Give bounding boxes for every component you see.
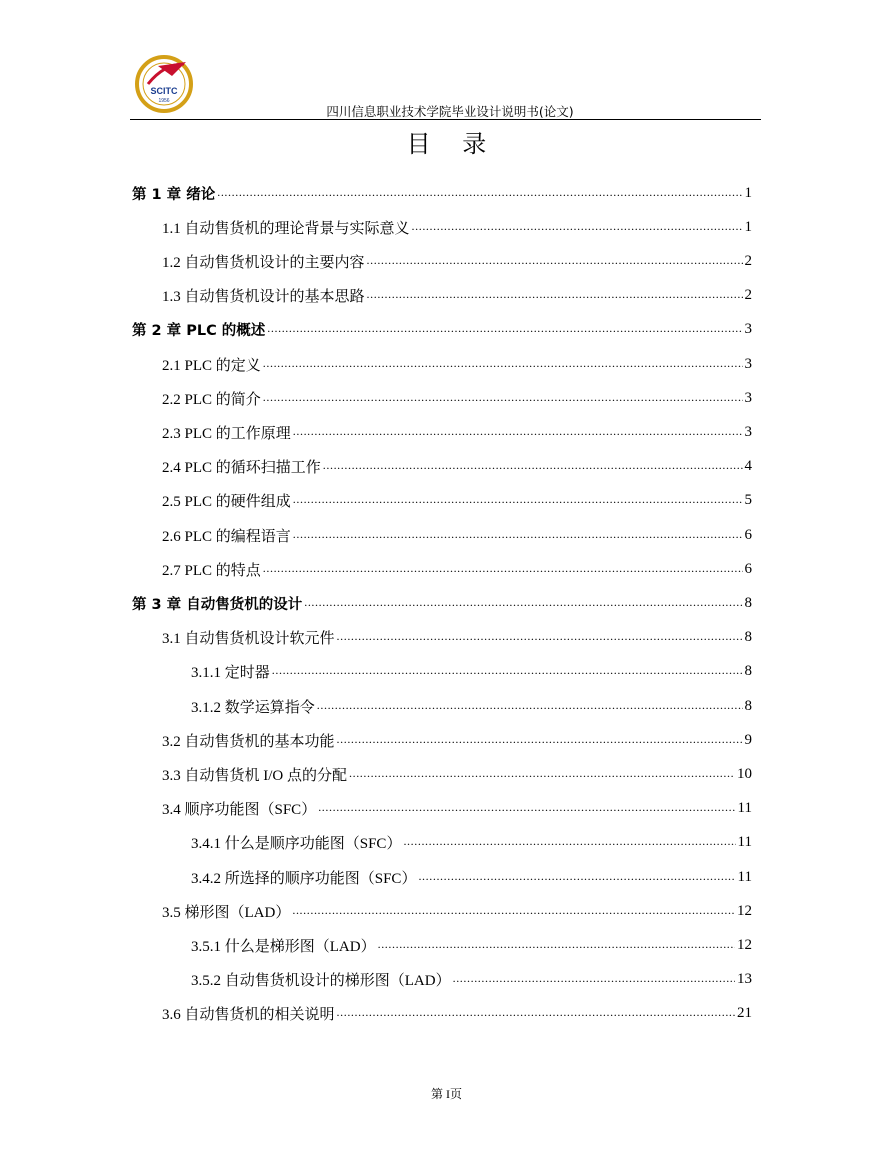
toc-entry[interactable] — [162, 997, 752, 1031]
svg-text:1956: 1956 — [158, 98, 170, 104]
toc-entry[interactable] — [162, 757, 752, 791]
toc-entry-page: 8 — [744, 663, 752, 680]
toc-entry-label: 3.4 顺序功能图（SFC） — [162, 802, 317, 819]
toc-entry-label: 1.2 自动售货机设计的主要内容 — [162, 254, 365, 271]
toc-dot-leader — [323, 459, 743, 474]
toc-dot-leader — [263, 391, 743, 406]
toc-entry-page: 11 — [737, 800, 752, 817]
toc-entry[interactable] — [162, 450, 752, 484]
toc-dot-leader — [263, 357, 743, 372]
toc-dot-leader — [317, 699, 743, 714]
toc-entry-label: 2.6 PLC 的编程语言 — [162, 528, 291, 545]
toc-entry[interactable] — [162, 723, 752, 757]
toc-entry-label: 2.2 PLC 的简介 — [162, 391, 261, 408]
toc-entry-label: 3.6 自动售货机的相关说明 — [162, 1007, 335, 1024]
toc-entry[interactable] — [162, 518, 752, 552]
toc-dot-leader — [337, 630, 743, 645]
toc-entry-page: 2 — [744, 287, 752, 304]
toc-entry-label: 3.1.2 数学运算指令 — [191, 699, 315, 716]
toc-dot-leader — [217, 186, 742, 201]
page-number-footer: 第 I页 — [431, 1087, 462, 1101]
toc-entry[interactable] — [162, 210, 752, 244]
toc-dot-leader — [378, 938, 735, 953]
toc-entry[interactable] — [132, 176, 752, 210]
toc-entry[interactable] — [162, 621, 752, 655]
toc-dot-leader — [367, 288, 743, 303]
toc-entry-label: 3.5.2 自动售货机设计的梯形图（LAD） — [191, 973, 451, 990]
toc-entry-page: 1 — [744, 218, 752, 235]
toc-dot-leader — [453, 972, 735, 987]
toc-dot-leader — [293, 528, 743, 543]
toc-entry-label: 2.4 PLC 的循环扫描工作 — [162, 460, 321, 477]
toc-entry-page: 3 — [744, 423, 752, 440]
header-divider — [130, 119, 761, 120]
toc-entry[interactable] — [162, 279, 752, 313]
toc-dot-leader — [412, 220, 743, 235]
toc-dot-leader — [293, 493, 743, 508]
toc-entry-page: 3 — [744, 321, 752, 338]
toc-dot-leader — [267, 322, 742, 337]
toc-entry-label: 3.1.1 定时器 — [191, 665, 270, 682]
toc-entry-page: 10 — [737, 765, 752, 782]
toc-entry-page: 21 — [737, 1005, 752, 1022]
header-title: 四川信息职业技术学院毕业设计说明书(论文) — [326, 104, 574, 119]
toc-entry[interactable] — [132, 586, 752, 620]
toc-entry-label: 第 2 章 PLC 的概述 — [132, 323, 266, 340]
toc-dot-leader — [272, 664, 743, 679]
toc-entry[interactable] — [191, 655, 752, 689]
toc-entry[interactable] — [191, 963, 752, 997]
toc-dot-leader — [263, 562, 743, 577]
toc-entry[interactable] — [191, 860, 752, 894]
toc-entry-label: 2.5 PLC 的硬件组成 — [162, 494, 291, 511]
toc-entry[interactable] — [162, 484, 752, 518]
toc-entry-label: 3.5.1 什么是梯形图（LAD） — [191, 938, 376, 955]
toc-entry-page: 9 — [744, 731, 752, 748]
toc-entry[interactable] — [162, 792, 752, 826]
toc-entry[interactable] — [191, 826, 752, 860]
toc-dot-leader — [349, 767, 735, 782]
toc-entry-label: 3.2 自动售货机的基本功能 — [162, 733, 335, 750]
toc-entry-page: 8 — [744, 594, 752, 611]
toc-entry-label: 3.5 梯形图（LAD） — [162, 904, 291, 921]
toc-entry-page: 13 — [737, 971, 752, 988]
toc-entry-page: 1 — [744, 184, 752, 201]
toc-dot-leader — [292, 904, 735, 919]
toc-entry-page: 12 — [737, 902, 752, 919]
toc-entry-page: 11 — [737, 834, 752, 851]
toc-entry[interactable] — [132, 313, 752, 347]
toc-title: 目 录 — [406, 130, 499, 158]
svg-text:SCITC: SCITC — [150, 86, 178, 96]
toc-entry-page: 3 — [744, 389, 752, 406]
toc-entry-page: 4 — [744, 458, 752, 475]
toc-entry-label: 3.4.2 所选择的顺序功能图（SFC） — [191, 870, 417, 887]
toc-entry-page: 6 — [744, 526, 752, 543]
toc-entry-page: 8 — [744, 697, 752, 714]
toc-entry-page: 11 — [737, 868, 752, 885]
toc-entry[interactable] — [162, 244, 752, 278]
toc-entry-label: 第 1 章 绪论 — [132, 186, 216, 203]
toc-entry-page: 2 — [744, 252, 752, 269]
toc-entry[interactable] — [162, 552, 752, 586]
toc-entry-label: 3.4.1 什么是顺序功能图（SFC） — [191, 836, 402, 853]
toc-entry[interactable] — [162, 415, 752, 449]
toc-entry-page: 12 — [737, 936, 752, 953]
toc-entry-page: 8 — [744, 629, 752, 646]
toc-entry-label: 第 3 章 自动售货机的设计 — [132, 596, 303, 613]
toc-entry-label: 3.1 自动售货机设计软元件 — [162, 631, 335, 648]
toc-dot-leader — [403, 835, 735, 850]
toc-dot-leader — [337, 733, 743, 748]
toc-entry-label: 2.3 PLC 的工作原理 — [162, 425, 291, 442]
toc-entry-label: 3.3 自动售货机 I/O 点的分配 — [162, 767, 347, 784]
toc-dot-leader — [304, 596, 742, 611]
toc-entry[interactable] — [162, 894, 752, 928]
toc-entry-page: 5 — [744, 492, 752, 509]
toc-entry-label: 1.3 自动售货机设计的基本思路 — [162, 289, 365, 306]
toc-dot-leader — [367, 254, 743, 269]
toc-entry[interactable] — [162, 381, 752, 415]
toc-dot-leader — [418, 870, 735, 885]
toc-dot-leader — [318, 801, 735, 816]
toc-entry-page: 6 — [744, 560, 752, 577]
toc-entry-label: 1.1 自动售货机的理论背景与实际意义 — [162, 220, 410, 237]
school-logo — [134, 54, 194, 114]
toc-dot-leader — [293, 425, 743, 440]
toc-entry[interactable] — [191, 928, 752, 962]
toc-entry[interactable] — [191, 689, 752, 723]
toc-entry[interactable] — [162, 347, 752, 381]
toc-entry-label: 2.1 PLC 的定义 — [162, 357, 261, 374]
toc-entry-page: 3 — [744, 355, 752, 372]
toc-dot-leader — [337, 1006, 735, 1021]
toc-entry-label: 2.7 PLC 的特点 — [162, 562, 261, 579]
